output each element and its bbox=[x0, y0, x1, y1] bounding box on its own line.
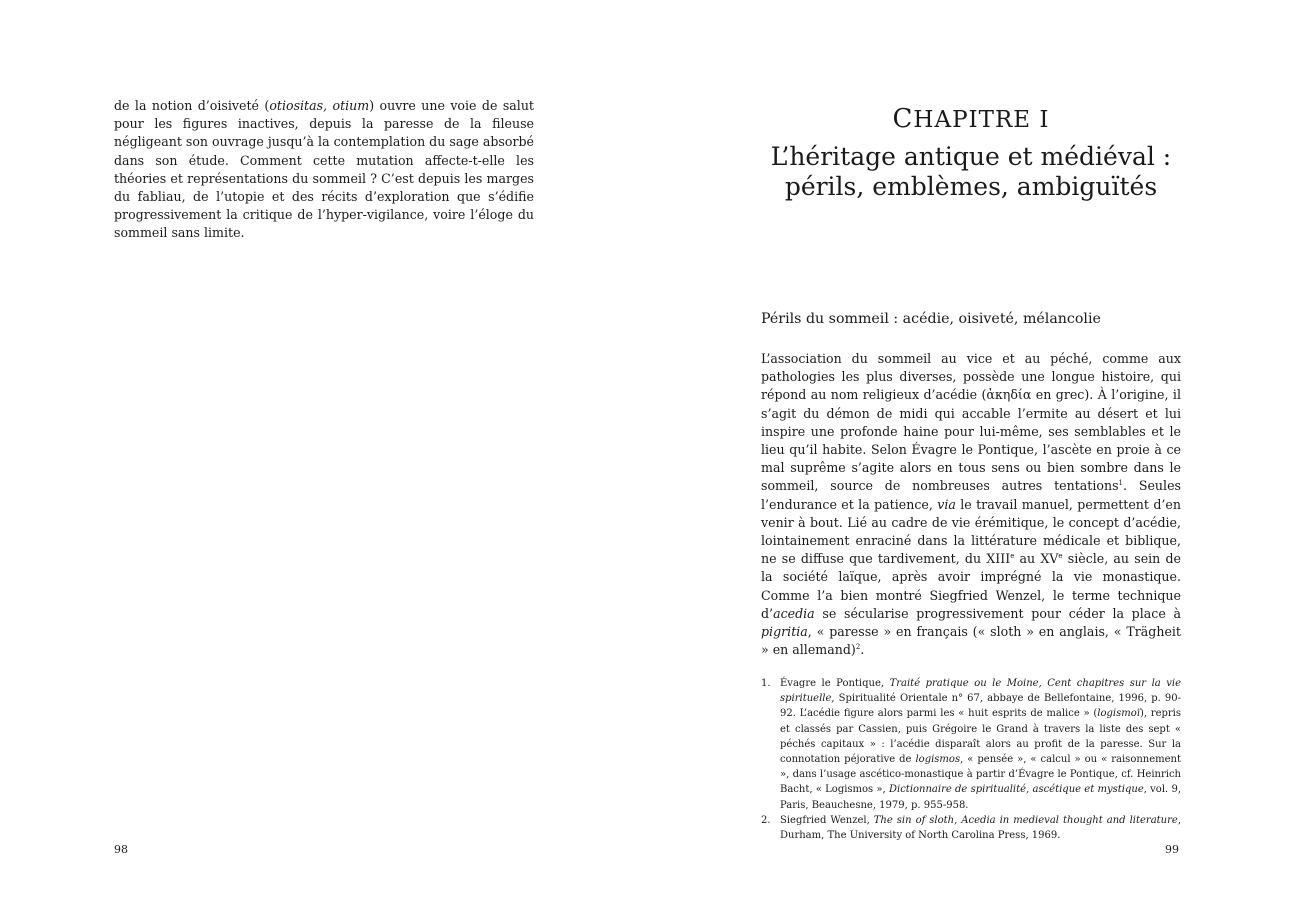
text-run: , « paresse » en français (« sloth » en anglais, « Trägheit » en allemand) bbox=[761, 624, 1181, 658]
text-run: ) ouvre une voie de salut pour les figures inactives, depuis la paresse de la fileuse négligeant son ouvrage jusqu’à la contemplation du sage absorbé dans son étude. Comment cette mutation affecte-t-elle les théories et représentations du sommeil ? C’est depuis les marges du fabliau, de l’utopie et des récits d’exploration que s’édifie progressivement la critique de l’hyper-vigilance, voire l’éloge du sommeil sans limite. bbox=[114, 98, 534, 241]
italic-text: logismos bbox=[915, 754, 961, 766]
chapter-title-line-1: L’héritage antique et médiéval : bbox=[770, 142, 1172, 171]
text-run: L’association du sommeil au vice et au péché, comme aux pathologies les plus diverses, possède une longue histoire, qui répond au nom religieux d’acédie (ἀκηδία en grec). À l’origine, il s’agit du démon de midi qui accable l’ermite au désert et lui inspire une profonde haine pour lui-même, ses semblables et le lieu qu’il habite. Selon Évagre le Pontique, l’ascète en proie à ce mal suprême s’agite alors en tous sens ou bien sombre dans le sommeil, source de nombreuses autres tentations bbox=[761, 351, 1181, 494]
text-run: de la notion d’oisiveté ( bbox=[114, 98, 270, 113]
text-run: , Spiritualité Orientale n° 67, abbaye de Bellefontaine, 1996, p. 90-92. L’acédie figure alors parmi les « huit esprits de malice » ( bbox=[780, 693, 1181, 720]
text-run: se sécularise progressivement pour céder la place à bbox=[814, 605, 1181, 621]
body-paragraph bbox=[761, 350, 1181, 659]
footnote-1 bbox=[761, 676, 1181, 813]
right-page-body bbox=[761, 350, 1181, 659]
left-page bbox=[0, 0, 646, 913]
right-page bbox=[647, 0, 1293, 913]
italic-text: otiositas, otium bbox=[269, 98, 370, 113]
text-run: siècle, au sein de la société laïque, après avoir imprégné la vie monastique. Comme l’a bien montré Siegfried Wenzel, le terme technique d’ bbox=[761, 551, 1181, 621]
footnote-text bbox=[780, 813, 1181, 843]
text-run: , « pensée », « calcul » ou « raisonnement », dans l’usage ascético-monastique à partir d’Évagre le Pontique, cf. Heinrich Bacht, « Logismos », bbox=[780, 754, 1181, 796]
superscript: e bbox=[1010, 552, 1015, 561]
footnote-ref[interactable]: 1 bbox=[1118, 479, 1124, 488]
text-run: . Seules l’endurance et la patience, bbox=[761, 478, 1181, 512]
italic-text: Dictionnaire de spiritualité, ascétique et mystique bbox=[888, 784, 1144, 796]
footnote-text bbox=[780, 676, 1181, 813]
text-run: . bbox=[860, 642, 865, 658]
italic-text: The sin of sloth, Acedia in medieval thought and literature bbox=[873, 814, 1178, 826]
chapter-label-rest: HAPITRE I bbox=[913, 107, 1050, 133]
chapter-label-initial: C bbox=[892, 104, 914, 134]
chapter-label bbox=[761, 104, 1181, 134]
chapter-title bbox=[761, 142, 1181, 202]
italic-text: logismoï bbox=[1097, 708, 1140, 720]
text-run: , vol. 9, Paris, Beauchesne, 1979, p. 955-958. bbox=[780, 784, 1181, 811]
superscript: e bbox=[1058, 552, 1063, 561]
section-title: Périls du sommeil : acédie, oisiveté, mélancolie bbox=[761, 311, 1101, 327]
text-run: Siegfried Wenzel, bbox=[780, 814, 874, 826]
text-run: Évagre le Pontique, bbox=[780, 678, 890, 689]
footnote-number: 1. bbox=[761, 678, 771, 689]
page-number-right: 99 bbox=[1165, 843, 1179, 856]
page-number-left: 98 bbox=[114, 843, 128, 856]
footnote-2 bbox=[761, 813, 1181, 843]
text-run: au XV bbox=[1014, 551, 1059, 567]
italic-text: Traité pratique ou le Moine, Cent chapitres sur la vie spirituelle bbox=[780, 678, 1182, 705]
footnotes bbox=[761, 676, 1181, 843]
text-run: , Durham, The University of North Carolina Press, 1969. bbox=[780, 814, 1181, 842]
left-page-body bbox=[114, 97, 534, 243]
text-run: ), repris et classés par Cassien, puis Grégoire le Grand à travers la liste des sept « péchés capitaux » : l’acédie disparaît alors au profit de la paresse. Sur la connotation péjorative de bbox=[780, 708, 1182, 766]
footnote-number: 2. bbox=[761, 814, 771, 826]
italic-text: pigritia bbox=[761, 624, 808, 640]
italic-text: via bbox=[937, 496, 956, 512]
chapter-title-line-2: périls, emblèmes, ambiguïtés bbox=[784, 172, 1158, 201]
left-paragraph bbox=[114, 97, 534, 243]
footnote-ref[interactable]: 2 bbox=[855, 643, 861, 652]
italic-text: acedia bbox=[773, 605, 815, 621]
text-run: le travail manuel, permettent d’en venir à bout. Lié au cadre de vie érémitique, le concept d’acédie, lointainement enraciné dans la littérature médicale et biblique, ne se diffuse que tardivement, du XIII bbox=[761, 496, 1181, 567]
